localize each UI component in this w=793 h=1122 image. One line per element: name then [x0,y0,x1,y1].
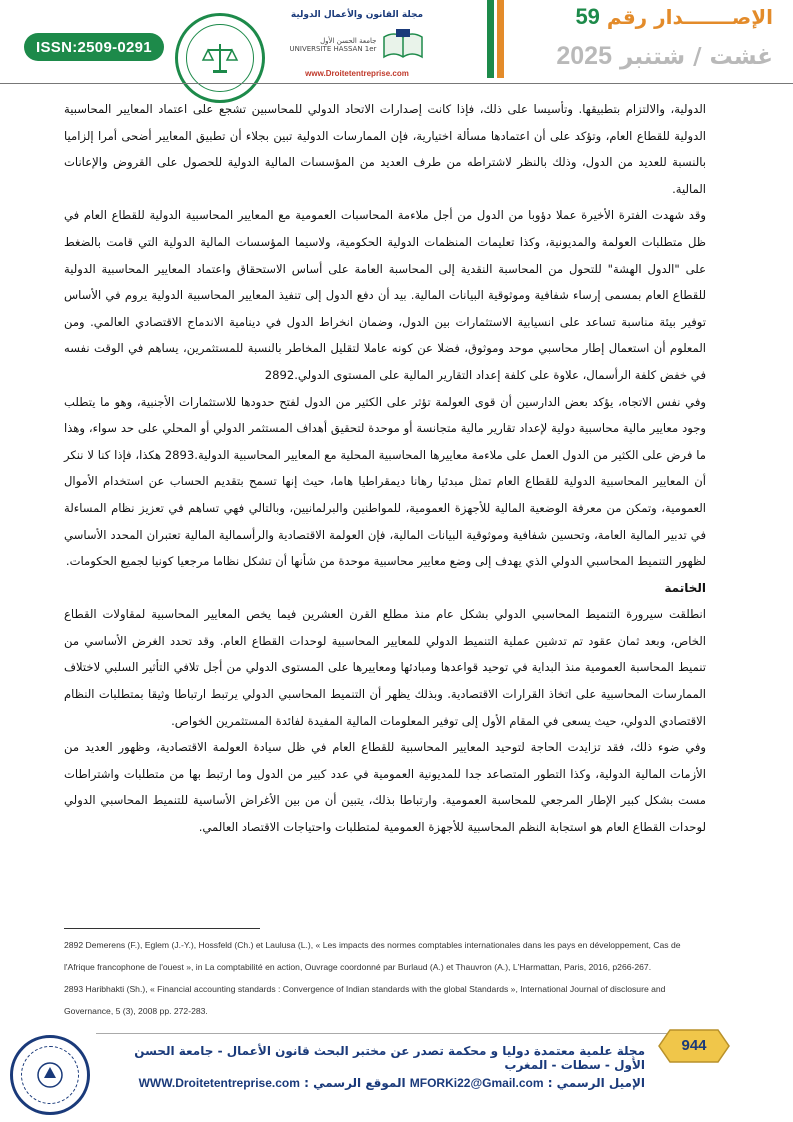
issue-year: 2025 [556,42,612,70]
body-paragraph: انطلقت سيرورة التنميط المحاسبي الدولي بشكل عام منذ مطلع القرن العشرين فيما يخص المعايير المحاسبية لمقاولات القطاع الخاص، وبعد ثمان عقود تم تدشين عملية التنميط الدولي للمعايير المحاسبية لوحدات القطاع العام. وقد تحدد الغرض الأساسي من تنميط المحاسبة العمومية منذ البداية في توحيد قواعدها ومبادئها ومعاييرها على المستوى الدولي من أجل تلافي التأثير السلبي لاختلاف الممارسات المحاسبية على اتخاذ القرارات الاقتصادية. وبذلك يظهر أن التنميط المحاسبي الدولي يرتبط ارتباطا وثيقا بمتطلبات النظام الاقتصادي الدولي، حيث يسعى في المقام الأول إلى توفير المعلومات المالية المفيدة لفائدة المستثمرين الخواص. [64,607,706,728]
lab-seal-logo [175,13,265,103]
page-number: 944 [681,1037,707,1054]
journal-brand [272,8,442,78]
footnote: 2893 Haribhakti (Sh.), « Financial accounting standards : Convergence of Indian standards with the global Standards », International Journal of disclosure and Governance, 5 (3), 2008 pp. 272-283. [64,984,666,1016]
issue-label: الإصـــــــدار رقم 59 [575,4,773,29]
footnotes [64,934,706,1022]
section-heading-conclusion: الخاتمة [664,580,706,595]
email-label: الإميل الرسمي : [547,1076,645,1090]
body-paragraph: وفي ضوء ذلك، فقد تزايدت الحاجة لتوحيد المعايير المحاسبية للقطاع العام في ظل سيادة العولمة الاقتصادية، وظهور العديد من الأزمات المالية الدولية، وكذا التطور المتصاعد جدا للمديونية العمومية في عدد كبير من الدول وما ارتبط بها من متطلبات واشتراطات مست بشكل كبير الإطار المرجعي للمحاسبة العمومية. وارتباطا بذلك، يتبين أن من بين الأغراض الأساسية للتنميط المحاسبي الدولي لوحدات القطاع العام هو استجابة النظم المحاسبية للأجهزة العمومية لمتطلبات واحتياجات الاقتصاد العالمي. [64,740,706,835]
footer-description: مجلة علمية معتمدة دوليا و محكمة تصدر عن مختبر البحث قانون الأعمال - جامعة الحسن الأول - سطات - المغرب [134,1044,645,1072]
header-divider-bar [497,0,504,78]
website-link[interactable]: WWW.Droitetentreprise.com [138,1076,300,1090]
page-number-badge [658,1029,730,1063]
body-paragraph: وفي نفس الاتجاه، يؤكد بعض الدارسين أن قوى العولمة تؤثر على الكثير من الدول لفتح حدودها للاستثمارات الأجنبية، وهو ما يتطلب وجود معايير مالية محاسبية دولية لإعداد تقارير مالية متجانسة أو موحدة لتحقيق أهداف المستثمر الدولي أو المحلي على حد سواء، وهذا ما فرض على الكثير من الدول العمل على ملاءمة معاييرها المحاسبية المحلية مع المعايير المحاسبية الدولية.2893 هكذا، فإذا كنا لا ننكر أن المعايير المحاسبية الدولية للقطاع العام تمثل مبدئيا رهانا ديمقراطيا هاما، حيث إنها تسمح بتقديم الحساب عن استخدام الأموال العمومية، وتمكن من معرفة الوضعية المالية للأجهزة العمومية، للمواطنين والبرلمانيين، وبالتالي فهي تساهم في تعزيز نظام المساءلة في تدبير المالية العامة، وتحسين شفافية وموثوقية البيانات المالية، فإن العولمة الاقتصادية والرأسمالية المالية تعتبران المحدد الأساسي لظهور التنميط المحاسبي الدولي الذي يهدف إلى وضع معايير محاسبية موحدة من شأنها أن تشكل نظاما مرجعيا كونيا لجميع الحكومات. [64,394,707,569]
footnote: 2892 Demerens (F.), Eglem (J.-Y.), Hossfeld (Ch.) et Laulusa (L.), « Les impacts des normes comptables internationales dans les pays en développement, Cas de l'Afrique francophone de l'ouest », in La comptabilité en action, Ouvrage coordonné par Burlaud (A.) et Thauvron (A.), L'Harmattan, Paris, 2016, p266-267. [64,940,681,972]
journal-title: مجلة القانون والأعمال الدولية [290,10,424,20]
email-link[interactable]: MFORKi22@Gmail.com [409,1076,544,1090]
issue-number: 59 [575,4,600,29]
issue-date: غشت / شتنبر 2025 [556,42,773,70]
site-label: الموقع الرسمي : [304,1076,406,1090]
body-paragraph: الدولية، والالتزام بتطبيقها. وتأسيسا على ذلك، فإذا كانت إصدارات الاتحاد الدولي للمحاسبين تشجع على اعتماد المعايير المحاسبية الدولية للقطاع العام، وتؤكد على أن اعتمادها مسألة اختيارية، فإن الممارسات الدولية تبين بجلاء أن تطبيق المعايير أضحى أمرا إلزاميا بالنسبة للعديد من الدول، وذلك بالنظر لاشتراطه من طرف العديد من المؤسسات المالية الدولية للحصول على القروض والإعانات المالية. [64,102,706,196]
journal-website: www.Droitetentreprise.com [305,69,409,78]
seal-emblem-icon [33,1058,67,1092]
journal-book-logo [382,24,424,66]
header-divider [0,83,793,84]
scales-of-justice-icon [200,38,240,78]
footer-divider [96,1033,713,1034]
header-divider-bar [487,0,494,78]
body-paragraph: وقد شهدت الفترة الأخيرة عملا دؤوبا من الدول من أجل ملاءمة المحاسبات العمومية مع المعايير المحاسبية الدولية للقطاع العام في ظل متطلبات العولمة والمديونية، وكذا تعليمات المنظمات الدولية الحكومية، ولاسيما المؤسسات المالية الدولية التي قامت بالضغط على "الدول الهشة" للتحول من المحاسبة النقدية إلى المحاسبة العامة على أساس الاستحقاق واعتماد المعايير المحاسبية الدولية للقطاع العام بمسمى إرساء شفافية وموثوقية البيانات المالية. بيد أن دفع الدول إلى تنفيذ المعايير المحاسبية الدولية يروم في الأساس توفير بيئة مناسبة تساعد على انسيابية الاستثمارات بين الدول، وضمان انخراط الدول في دينامية الاندماج الاقتصادي العالمي. ومن المعلوم أن استعمال إطار محاسبي موحد وموثوق، فضلا عن كونه عاملا لتقليل المخاطر بالنسبة للمستثمرين، يساهم في الوقت نفسه في خفض كلفة الرأسمال، علاوة على كلفة إعداد التقارير المالية على المستوى الدولي.2892 [64,208,706,382]
footer-contacts [100,1076,645,1098]
editor-seal-logo [10,1035,90,1115]
article-body [64,96,706,841]
issn-badge: ISSN:2509-0291 [24,33,164,61]
university-name: جامعة الحسن الأول UNIVERSITE HASSAN 1er [289,36,377,53]
footnote-divider [64,928,260,929]
